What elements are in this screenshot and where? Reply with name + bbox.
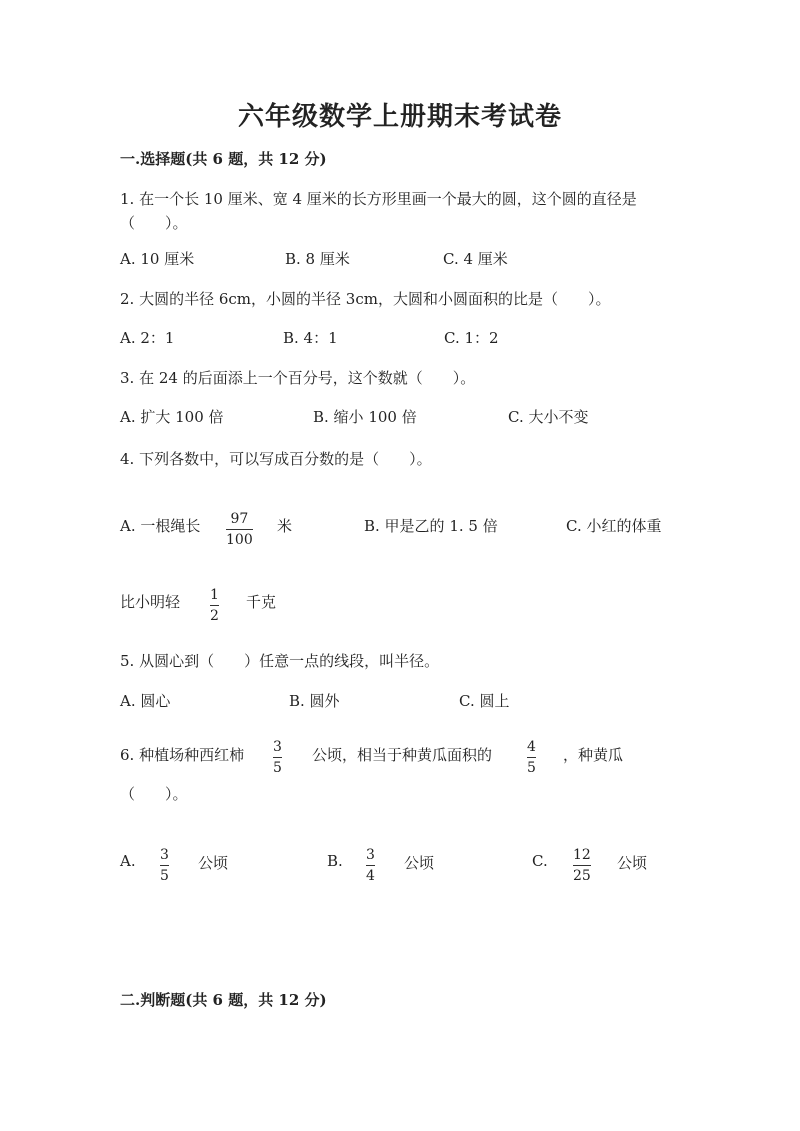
question-2-text: 2. 大圆的半径 6cm，小圆的半径 3cm，大圆和小圆面积的比是（ ）。 (120, 290, 611, 308)
question-6-blank: （ ）。 (120, 785, 188, 803)
fraction-numerator: 4 (527, 739, 536, 755)
fraction-bar (210, 605, 219, 606)
fraction-denominator: 5 (527, 760, 536, 776)
fraction-bar (573, 865, 591, 866)
question-5-option-b: B. 圆外 (289, 692, 340, 710)
fraction-numerator: 3 (273, 739, 282, 755)
question-4-option-c-fraction (210, 587, 219, 624)
page-title: 六年级数学上册期末考试卷 (237, 102, 562, 132)
question-2-option-a: A. 2：1 (120, 329, 175, 347)
fraction-denominator: 5 (160, 868, 169, 884)
question-2-option-b: B. 4：1 (283, 329, 338, 347)
question-4-option-a-suffix: 米 (277, 517, 293, 535)
question-4-option-c-prefix: C. 小红的体重 (566, 517, 662, 535)
fraction-numerator: 1 (210, 587, 219, 603)
question-6-option-c-unit: 公顷 (617, 854, 648, 872)
question-6-option-c-fraction (573, 847, 591, 884)
question-6-text-part-1: 6. 种植场种西红柿 (120, 746, 245, 764)
question-3-option-a: A. 扩大 100 倍 (120, 408, 224, 426)
question-4-text: 4. 下列各数中，可以写成百分数的是（ ）。 (120, 450, 432, 468)
fraction-denominator: 2 (210, 608, 219, 624)
question-6-text-part-3: ，种黄瓜 (563, 746, 624, 764)
question-1-text: 1. 在一个长 10 厘米、宽 4 厘米的长方形里画一个最大的圆，这个圆的直径是 (120, 190, 637, 208)
question-4-option-c-continued: 比小明轻 (120, 593, 181, 611)
fraction-numerator: 97 (230, 511, 249, 527)
question-5-option-a: A. 圆心 (120, 692, 171, 710)
fraction-bar (366, 865, 375, 866)
question-1-option-b: B. 8 厘米 (285, 250, 350, 268)
section-heading-judgement: 二.判断题(共 6 题，共 12 分) (120, 991, 327, 1009)
question-4-option-a-fraction (226, 511, 253, 548)
question-6-option-b-fraction (366, 847, 375, 884)
question-3-option-c: C. 大小不变 (508, 408, 589, 426)
question-5-text: 5. 从圆心到（ ）任意一点的线段，叫半径。 (120, 652, 440, 670)
fraction-bar (226, 529, 253, 530)
question-4-option-c-suffix: 千克 (246, 593, 277, 611)
question-6-option-a-unit: 公顷 (198, 854, 229, 872)
fraction-bar (527, 757, 536, 758)
fraction-denominator: 4 (366, 868, 375, 884)
fraction-denominator: 5 (273, 760, 282, 776)
question-3-option-b: B. 缩小 100 倍 (313, 408, 417, 426)
question-5-option-c: C. 圆上 (459, 692, 510, 710)
fraction-numerator: 3 (366, 847, 375, 863)
question-6-fraction-1 (273, 739, 282, 776)
question-6-option-a-label: A. (120, 852, 136, 870)
question-4-option-a-prefix: A. 一根绳长 (120, 517, 201, 535)
question-1-option-c: C. 4 厘米 (443, 250, 508, 268)
question-6-option-b-unit: 公顷 (404, 854, 435, 872)
fraction-bar (160, 865, 169, 866)
question-6-fraction-2 (527, 739, 536, 776)
question-6-text-part-2: 公顷，相当于种黄瓜面积的 (312, 746, 493, 764)
fraction-numerator: 3 (160, 847, 169, 863)
section-heading-choice: 一.选择题(共 6 题，共 12 分) (120, 150, 327, 168)
question-6-option-c-label: C. (532, 852, 548, 870)
question-1-blank: （ ）。 (120, 214, 188, 232)
question-4-option-b: B. 甲是乙的 1. 5 倍 (364, 517, 498, 535)
question-6-option-b-label: B. (327, 852, 343, 870)
fraction-denominator: 100 (226, 532, 253, 548)
question-2-option-c: C. 1：2 (444, 329, 499, 347)
question-1-option-a: A. 10 厘米 (120, 250, 195, 268)
fraction-bar (273, 757, 282, 758)
fraction-numerator: 12 (573, 847, 591, 863)
question-3-text: 3. 在 24 的后面添上一个百分号，这个数就（ ）。 (120, 369, 476, 387)
fraction-denominator: 25 (573, 868, 591, 884)
question-6-option-a-fraction (160, 847, 169, 884)
